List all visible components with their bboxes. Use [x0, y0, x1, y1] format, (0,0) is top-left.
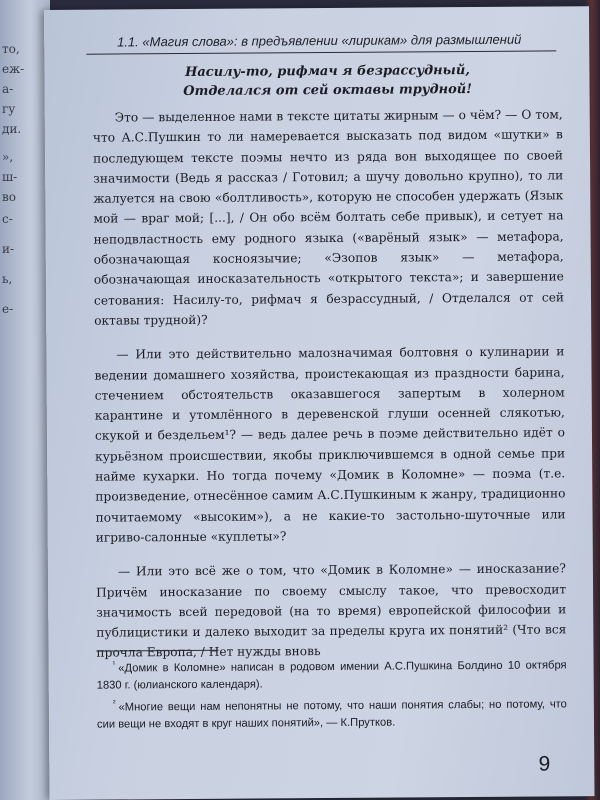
left-page-fragment: то,: [2, 42, 20, 56]
book-page: [44, 6, 595, 800]
footnote-1: [97, 657, 567, 694]
paragraph-1: Это — выделенное нами в тексте цитаты жирным — о чём? — О том, что А.С.Пушкин то ли намеревается высказать под видом «шутки» в последующем тексте поэмы нечто из ряда вон выходящее по своей значимости (Ведь я рассказ / Готовил; а шучу довольно крупно), то ли жалуется на свою «болтливость», которую не способен удержать (Язык мой — враг мой; [...], / Он обо всём болтать себе привык), и сетует на неподвластность ему родного языка («варёный язык» — метафора, обозначающая косноязычие; «Эзопов язык» — метафора, обозначающая иносказательность «открытого текста»; и завершение сетования: Насилу-то, рифмач я безрассудный, / Отделался от сей октавы трудной)?: [92, 107, 565, 328]
left-page-fragment: ш-: [2, 170, 18, 184]
footnote-mark: ¹: [112, 659, 116, 669]
left-page-fragment: е-: [2, 302, 14, 316]
paragraph-3: — Или это всё же о том, что «Домик в Коломне» — иносказание? Причём иносказание по своему смыслу такое, что превосходит значимость всей передовой (на то время) европейской философии и публицистики и далеко выходит за пределы круга их понятий² (Что вся прочла Европа, / Нет нужды вновь: [96, 561, 567, 661]
left-page-fragment: и-: [2, 242, 15, 256]
header-rule: [86, 50, 556, 54]
left-page-fragment: а-: [2, 82, 14, 96]
page-number: 9: [538, 752, 551, 776]
running-head: 1.1. «Магия слова»: в предъявлении «лирикам» для размышлений: [116, 31, 522, 50]
epigraph: [92, 60, 562, 101]
footnote-2: [97, 696, 567, 733]
left-page-fragment: »,: [2, 150, 14, 164]
left-page-fragment: ди.: [2, 122, 22, 136]
left-page-fragment: ь,: [2, 272, 13, 286]
left-page-edge: [0, 0, 50, 800]
footnote-open-quote: «: [118, 662, 125, 675]
left-page-fragment: во: [2, 190, 16, 204]
left-page-fragment: еж-: [2, 62, 25, 76]
left-page-fragment: гу: [2, 102, 16, 116]
footnote-mark: ²: [112, 698, 116, 708]
epigraph-line-1: Насилу-то, рифмач я безрассудный,: [184, 63, 470, 81]
footnotes: [97, 657, 568, 738]
footnote-text: Домик в Коломне» написан в родовом имении А.С.Пушкина Болдино 10 октября 1830 г. (юлианского календаря).: [96, 659, 567, 692]
main-text: [92, 58, 566, 663]
left-page-fragment: с-: [2, 212, 13, 226]
footnote-text: «Многие вещи нам непонятны не потому, что наши понятия слабы; но потому, что сии вещи не входят в круг наших понятий», — К.Прутков.: [96, 698, 567, 731]
paragraph-2: — Или это действительно малозначимая болтовня о кулинарии и ведении домашнего хозяйства, проистекающая из праздности барина, стечением обстоятельств оказавшегося запертым в холерном карантине и утомлённого в деревенской глуши осенней слякотью, скукой и бездельем¹? — ведь далее речь в поэме действительно идёт о курьёзном происшествии, якобы приключившемся в одной семье при найме кухарки. Но тогда почему «Домик в Коломне» — поэма (т.е. произведение, отнесённое самим А.С.Пушкиным к жанру, традиционно почитаемому «высоким»), а не какие-то застольно-шуточные или игриво-салонные «куплеты»?: [94, 344, 566, 545]
epigraph-line-2: Отделался от сей октавы трудной!: [183, 82, 472, 100]
